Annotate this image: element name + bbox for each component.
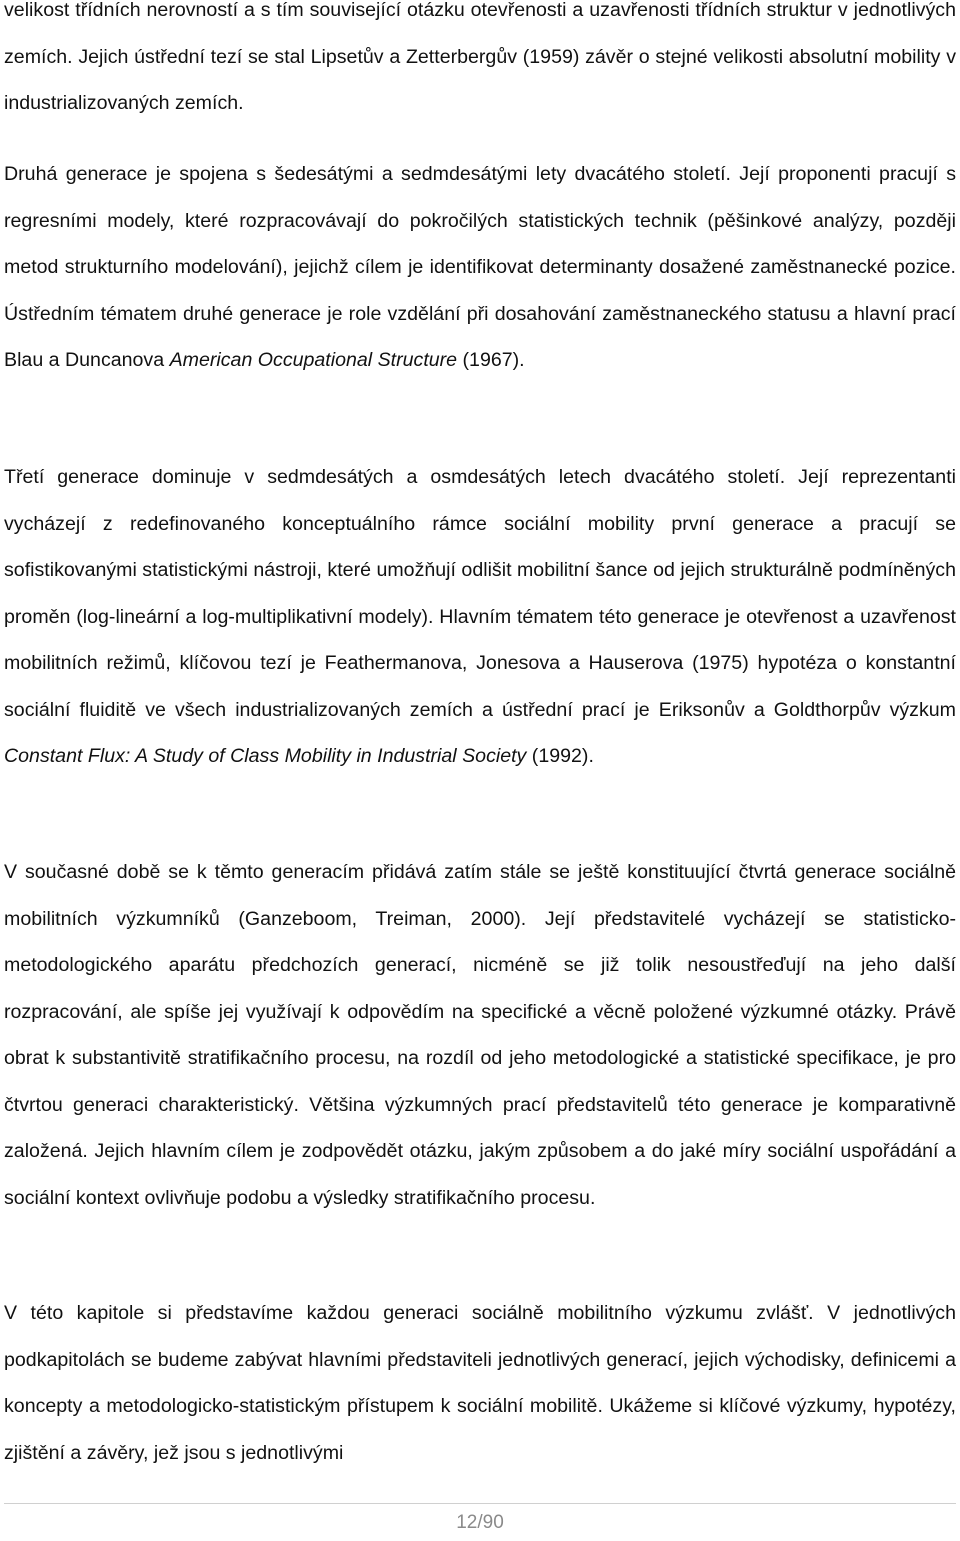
paragraph-1 xyxy=(4,0,956,127)
paragraph-2-text-a: Druhá generace je spojena s šedesátými a sedmdesátými lety dvacátého století. Její proponenti pracují s regresními modely, které rozpracovávají do pokročilých statistických technik (pěšinkové analýzy, později metod strukturního modelování), jejichž cílem je identifikovat determinanty dosažené zaměstnanecké pozice. Ústředním tématem druhé generace je role vzdělání při dosahování zaměstnaneckého statusu a hlavní prací Blau a Duncanova xyxy=(4,163,956,371)
paragraph-2 xyxy=(4,151,956,384)
paragraph-2-text-b: (1967). xyxy=(457,349,525,371)
page-number: 12/90 xyxy=(456,1512,504,1533)
paragraph-5-text: V této kapitole si představíme každou generaci sociálně mobilitního výzkumu zvlášť. V jednotlivých podkapitolách se budeme zabývat hlavními představiteli jednotlivých generací, jejich východisky, definicemi a koncepty a metodologicko-statistickým přístupem k sociální mobilitě. Ukážeme si klíčové výzkumy, hypotézy, zjištění a závěry, jež jsou s jednotlivými xyxy=(4,1302,956,1464)
paragraph-5 xyxy=(4,1290,956,1476)
cited-work-title: Constant Flux: A Study of Class Mobility in Industrial Society xyxy=(4,745,527,767)
footer-divider xyxy=(4,1503,956,1504)
paragraph-3-text-b: (1992). xyxy=(526,745,594,767)
paragraph-4-text: V současné době se k těmto generacím přidává zatím stále se ještě konstituující čtvrtá generace sociálně mobilitních výzkumníků (Ganzeboom, Treiman, 2000). Její představitelé vycházejí se statisticko-metodologického aparátu předchozích generací, nicméně se již tolik nesoustřeďují na jeho další rozpracování, ale spíše jej využívají k odpovědím na specifické a věcně položené výzkumné otázky. Právě obrat k substantivitě stratifikačního procesu, na rozdíl od jeho metodologické a statistické specifikace, je pro čtvrtou generaci charakteristický. Většina výzkumných prací představitelů této generace je komparativně založená. Jejich hlavním cílem je zodpovědět otázku, jakým způsobem a do jaké míry sociální uspořádání a sociální kontext ovlivňuje podobu a výsledky stratifikačního procesu. xyxy=(4,861,956,1209)
paragraph-1-text: velikost třídních nerovností a s tím související otázku otevřenosti a uzavřenosti třídních struktur v jednotlivých zemích. Jejich ústřední tezí se stal Lipsetův a Zetterbergův (1959) závěr o stejné velikosti absolutní mobility v industrializovaných zemích. xyxy=(4,0,956,114)
paragraph-4 xyxy=(4,849,956,1221)
paragraph-3-text-a: Třetí generace dominuje v sedmdesátých a osmdesátých letech dvacátého století. Její reprezentanti vycházejí z redefinovaného konceptuálního rámce sociální mobility první generace a pracují se sofistikovanými statistickými nástroji, které umožňují odlišit mobilitní šance od jejich strukturálně podmíněných proměn (log-lineární a log-multiplikativní modely). Hlavním tématem této generace je otevřenost a uzavřenost mobilitních režimů, klíčovou tezí je Feathermanova, Jonesova a Hauserova (1975) hypotéza o konstantní sociální fluiditě ve všech industrializovaných zemích a ústřední prací je Eriksonův a Goldthorpův výzkum xyxy=(4,466,956,721)
cited-work-title: American Occupational Structure xyxy=(169,349,458,371)
paragraph-3 xyxy=(4,454,956,780)
